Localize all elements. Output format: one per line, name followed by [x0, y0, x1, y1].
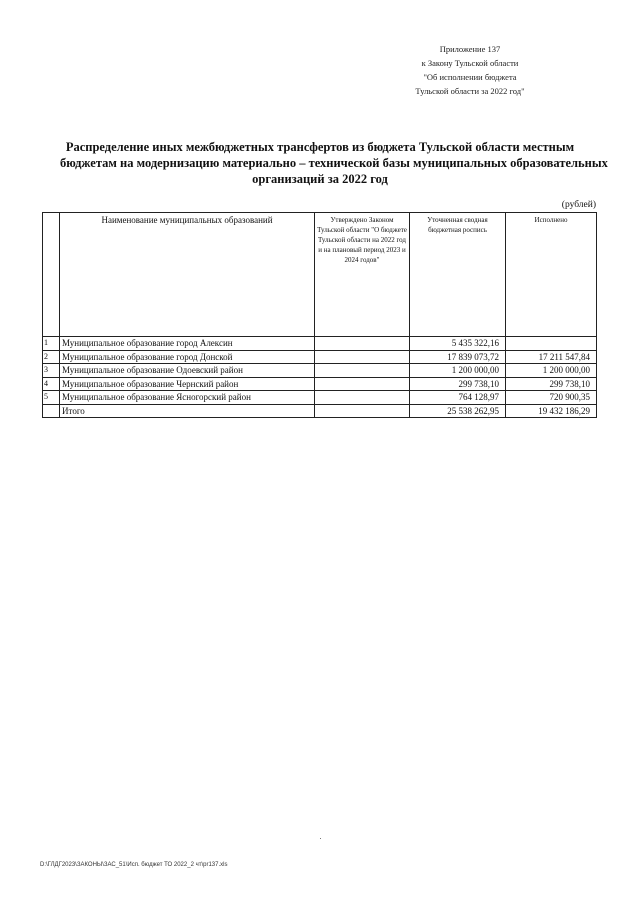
- total-index: [43, 404, 60, 418]
- row-index: 2: [43, 350, 60, 364]
- header-executed: Исполнено: [506, 213, 597, 337]
- row-name: Муниципальное образование город Донской: [60, 350, 315, 364]
- title-line-2: бюджетам на модернизацию материально – технической базы муниципальных образовательных: [60, 156, 608, 170]
- row-index: 3: [43, 364, 60, 378]
- row-executed: 1 200 000,00: [506, 364, 597, 378]
- row-name: Муниципальное образование Одоевский район: [60, 364, 315, 378]
- row-approved: [315, 337, 410, 351]
- header-name: Наименование муниципальных образований: [60, 213, 315, 337]
- table-row: [43, 391, 597, 405]
- appendix-line-3: "Об исполнении бюджета: [423, 72, 517, 82]
- scan-speck: [320, 838, 321, 839]
- table-total-row: [43, 404, 597, 418]
- row-index: 4: [43, 377, 60, 391]
- table-row: [43, 337, 597, 351]
- row-refined: 17 839 073,72: [410, 350, 506, 364]
- file-path-footer: D:\ГЛДГ2023\ЗАКОНЫ\ЗАС_51\Исп. бюджет ТО 2022_2 чт\pr137.xls: [40, 862, 228, 868]
- row-refined: 299 738,10: [410, 377, 506, 391]
- appendix-note: [380, 42, 560, 98]
- row-name: Муниципальное образование Ясногорский район: [60, 391, 315, 405]
- total-approved: [315, 404, 410, 418]
- total-name: Итого: [60, 404, 315, 418]
- row-executed: 299 738,10: [506, 377, 597, 391]
- row-refined: 764 128,97: [410, 391, 506, 405]
- table-row: [43, 350, 597, 364]
- row-executed: 17 211 547,84: [506, 350, 597, 364]
- row-approved: [315, 364, 410, 378]
- document-title: [60, 139, 608, 187]
- header-index: [43, 213, 60, 337]
- table-header-row: [43, 213, 597, 337]
- row-refined: 5 435 322,16: [410, 337, 506, 351]
- total-executed: 19 432 186,29: [506, 404, 597, 418]
- header-refined: Уточненная сводная бюджетная роспись: [410, 213, 506, 337]
- total-refined: 25 538 262,95: [410, 404, 506, 418]
- appendix-line-1: Приложение 137: [439, 44, 501, 54]
- title-line-3: организаций за 2022 год: [252, 172, 388, 186]
- header-approved: Утверждено Законом Тульской области "О бюджете Тульской области на 2022 год и на плановый период 2023 и 2024 годов": [315, 213, 410, 337]
- row-executed: 720 900,35: [506, 391, 597, 405]
- title-line-1: Распределение иных межбюджетных трансфертов из бюджета Тульской области местным: [65, 140, 575, 154]
- units-label: (рублей): [561, 200, 596, 210]
- row-index: 1: [43, 337, 60, 351]
- row-executed: [506, 337, 597, 351]
- row-approved: [315, 350, 410, 364]
- transfers-table: [42, 212, 597, 418]
- row-index: 5: [43, 391, 60, 405]
- row-approved: [315, 377, 410, 391]
- appendix-line-2: к Закону Тульской области: [421, 58, 519, 68]
- table-row: [43, 377, 597, 391]
- appendix-line-4: Тульской области за 2022 год": [415, 86, 525, 96]
- row-approved: [315, 391, 410, 405]
- row-refined: 1 200 000,00: [410, 364, 506, 378]
- row-name: Муниципальное образование город Алексин: [60, 337, 315, 351]
- table-row: [43, 364, 597, 378]
- row-name: Муниципальное образование Чернский район: [60, 377, 315, 391]
